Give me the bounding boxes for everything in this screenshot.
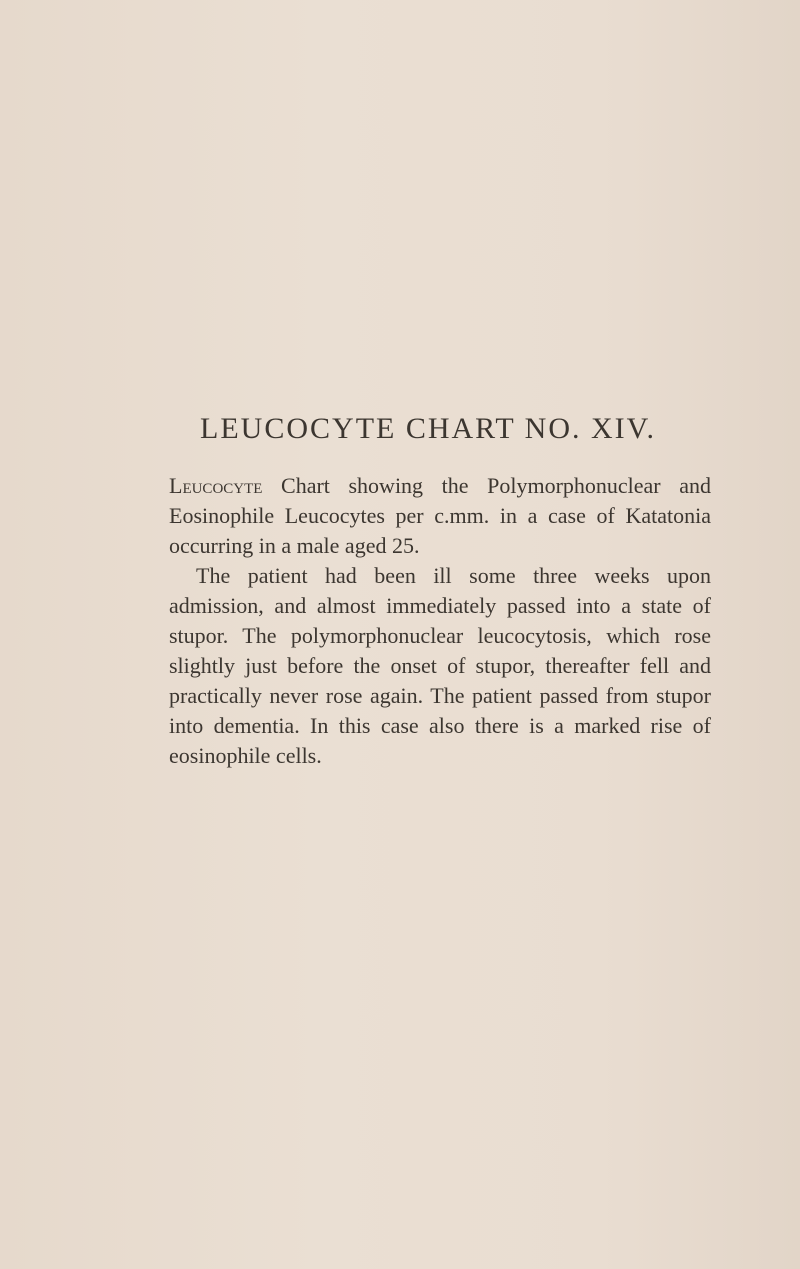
caption-text: Chart showing the Polymorphonuclear and Eosinophile Leucocytes per c.mm. in a case of Katatonia occurring in a male aged 25. <box>169 473 711 558</box>
caption-lead-word: Leucocyte <box>169 473 263 498</box>
body-text <box>169 471 711 771</box>
chart-caption <box>169 471 711 561</box>
description-paragraph: The patient had been ill some three weeks upon admission, and almost immediately passed into a state of stupor. The polymorphonuclear leucocytosis, which rose slightly just before the onset of stupor, thereafter fell and practically never rose again. The patient passed from stupor into dementia. In this case also there is a marked rise of eosinophile cells. <box>169 563 711 768</box>
page-title: LEUCOCYTE CHART NO. XIV. <box>200 412 656 445</box>
